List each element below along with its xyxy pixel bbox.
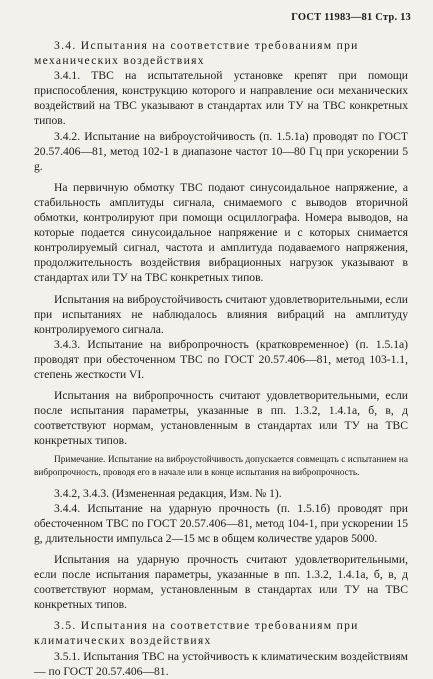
paragraph-3-4-4: 3.4.4. Испытание на ударную прочность (п. 1.5.1б) проводят при обесточенном ТВС по ГОСТ 20.57.406—81, метод 104-1, при ускорении 15 g, длительности импульса 2—15 мс в общем количестве ударов 5000.: [34, 501, 408, 545]
paragraph-3-5-1: 3.5.1. Испытания ТВС на устойчивость к климатическим воздействиям — по ГОСТ 20.57.406—81.: [34, 649, 408, 678]
paragraph-impact-result: Испытания на ударную прочность считают удовлетворительными, если после испытания параметры, указанные в пп. 1.3.2, 1.4.1а, б, в, д соответствуют нормам, установленным в стандартах или ТУ на ТВС конкретных типов.: [34, 553, 408, 612]
paragraph-sinusoidal-voltage: На первичную обмотку ТВС подают синусоидальное напряжение, а стабильность амплитуды сигнала, снимаемого с выводов вторичной обмотки, контролируют при помощи осциллографа. Номера выводов, на которые подается синусоидальное напряжение и с которых снимается контролируемый сигнал, частота и амплитуда подаваемого напряжения, продолжительность воздействия вибрационных нагрузок указывают в стандартах или ТУ на ТВС конкретных типов.: [34, 180, 408, 285]
section-heading-3-4: 3.4. Испытания на соответствие требованиям при механических воздействиях: [34, 39, 359, 68]
paragraph-vibration-strength-result: Испытания на вибропрочность считают удовлетворительными, если после испытания параметры, указанные в пп. 1.3.2, 1.4.1а, б, в, д соответствуют нормам, установленным в стандартах или ТУ на ТВС конкретных типов.: [34, 389, 408, 448]
page-header: ГОСТ 11983—81 Стр. 13: [291, 12, 411, 23]
paragraph-3-4-1: 3.4.1. ТВС на испытательной установке крепят при помощи приспособления, конструкцию которого и направление оси механических воздействий на ТВС указывают в стандартах или ТУ на ТВС конкретных типов.: [34, 69, 408, 128]
section-heading-3-5: 3.5. Испытания на соответствие требованиям при климатических воздействиях: [34, 619, 359, 648]
paragraph-3-4-3: 3.4.3. Испытание на вибропрочность (кратковременное) (п. 1.5.1а) проводят при обесточенном ТВС по ГОСТ 20.57.406—81, метод 103-1.1, степень жесткости VI.: [34, 337, 408, 381]
paragraph-vibration-stability-result: Испытания на виброустойчивость считают удовлетворительными, если при испытаниях не наблюдалось влияния вибраций на амплитуду контролируемого сигнала.: [34, 292, 408, 336]
paragraph-3-4-2: 3.4.2. Испытание на виброустойчивость (п. 1.5.1а) проводят по ГОСТ 20.57.406—81, метод 102-1 в диапазоне частот 10—80 Гц при ускорении 5 g.: [34, 129, 408, 173]
note: Примечание. Испытание на виброустойчивость допускается совмещать с испытанием на вибропрочность, проводя его в начале или в конце испытания на вибропрочность.: [34, 455, 408, 479]
document-body: [34, 38, 408, 679]
amendment-note: 3.4.2, 3.4.3. (Измененная редакция, Изм. № 1).: [54, 486, 282, 500]
